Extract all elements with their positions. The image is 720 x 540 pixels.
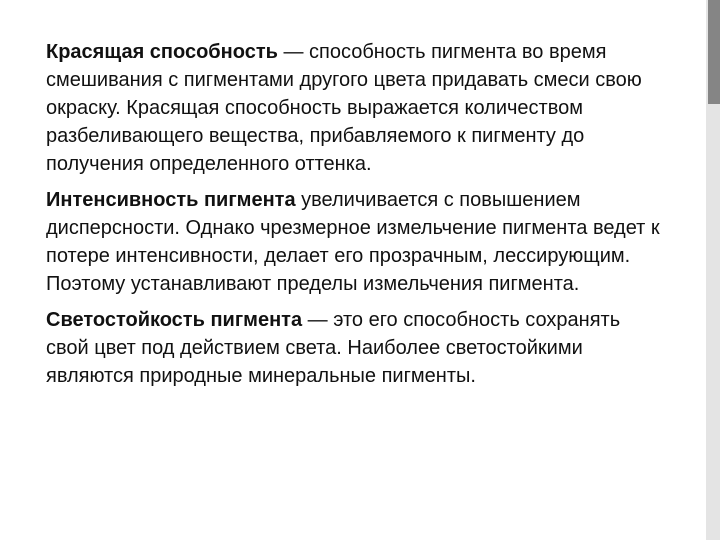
term-lightfastness: Светостойкость пигмента [46, 309, 303, 331]
right-edge-accent [708, 0, 720, 104]
definition-coloring-power: — способность пигмента во время смешивания с пигментами другого цвета придавать смеси свою окраску. Красящая способность выражается количеством разбеливающего вещества, прибавляемого к пигменту до получения определенного оттенка. [46, 41, 642, 175]
definition-lightfastness: — это его способность сохранять свой цвет под действием света. Наиболее светостойкими являются природные минеральные пигменты. [46, 309, 621, 387]
paragraph-pigment-intensity [46, 186, 666, 298]
slide-content [46, 38, 666, 398]
term-pigment-intensity: Интенсивность пигмента [46, 189, 296, 211]
term-coloring-power: Красящая способность [46, 41, 278, 63]
definition-pigment-intensity: увеличивается с повышением дисперсности. Однако чрезмерное измельчение пигмента ведет к потере интенсивности, делает его прозрачным, лессирующим. Поэтому устанавливают пределы измельчения пигмента. [46, 189, 660, 295]
paragraph-lightfastness [46, 306, 666, 390]
paragraph-coloring-power [46, 38, 666, 178]
